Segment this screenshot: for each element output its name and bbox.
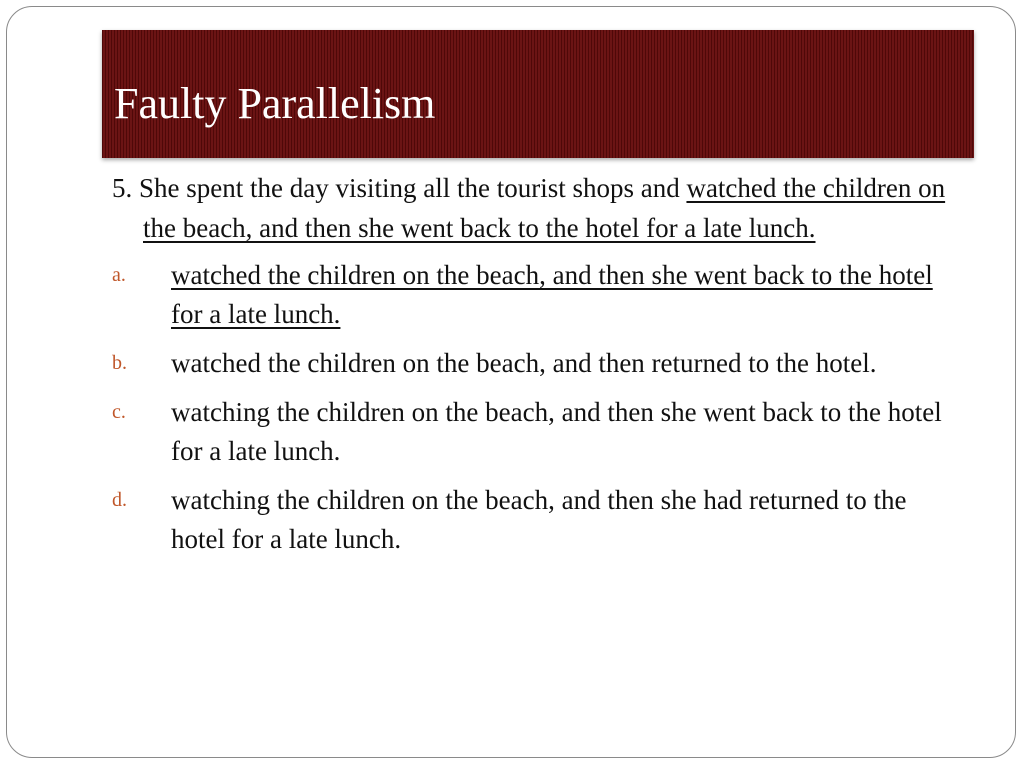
option-b-marker: b.: [112, 352, 127, 374]
slide-title: Faulty Parallelism: [114, 79, 436, 128]
option-b: [112, 344, 962, 383]
question-text: [112, 168, 962, 248]
slide-content: [112, 168, 962, 569]
answer-options: [112, 256, 962, 559]
option-c-text: watching the children on the beach, and then she went back to the hotel for a late lunch.: [171, 397, 942, 466]
option-a-text: watched the children on the beach, and then she went back to the hotel for a late lunch.: [171, 260, 933, 329]
option-a: [112, 256, 962, 334]
option-d-text: watching the children on the beach, and then she had returned to the hotel for a late lunch.: [171, 485, 907, 554]
question-underlined-phrase: watched the children on the beach, and then she went back to the hotel for a late lunch.: [143, 173, 946, 243]
option-d: [112, 481, 962, 559]
option-c-marker: c.: [112, 401, 126, 423]
title-bar: [102, 30, 974, 158]
option-b-text: watched the children on the beach, and then returned to the hotel.: [171, 348, 877, 378]
option-c: [112, 393, 962, 471]
question-prefix: 5. She spent the day visiting all the tourist shops and: [112, 173, 687, 203]
option-a-marker: a.: [112, 264, 126, 286]
option-d-marker: d.: [112, 489, 127, 511]
